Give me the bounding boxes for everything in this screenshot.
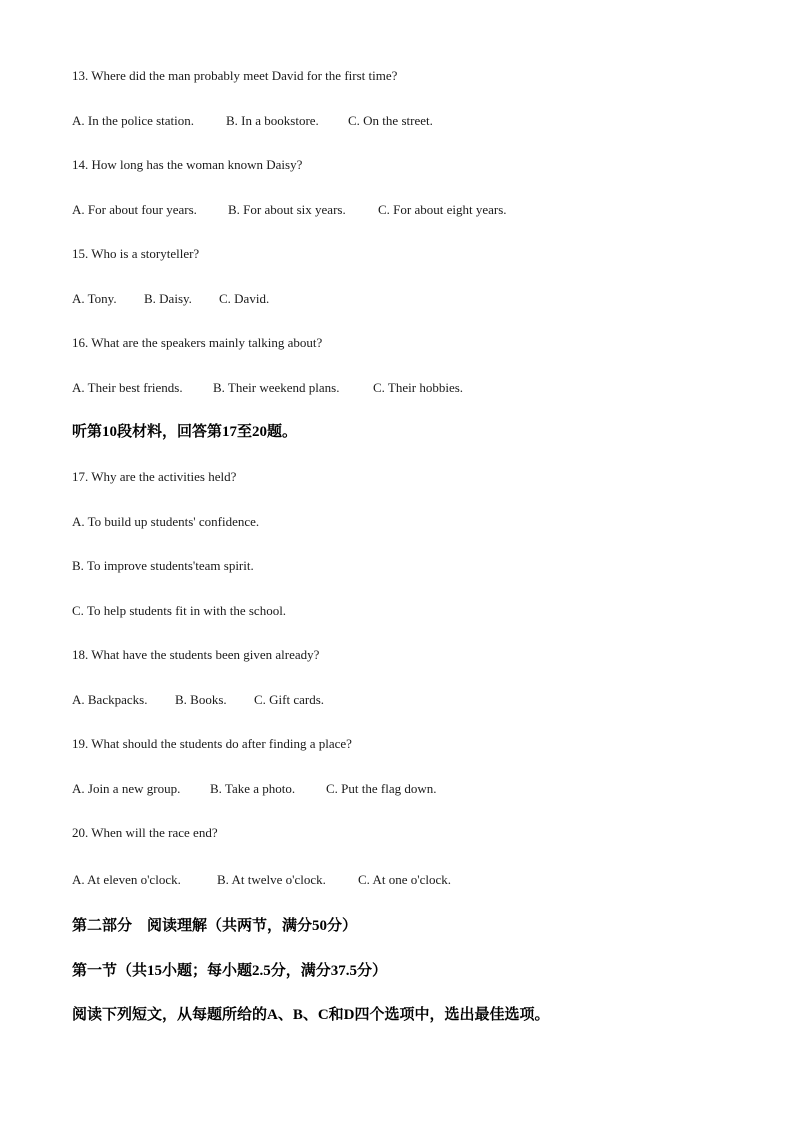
option-b: B. At twelve o'clock. bbox=[217, 872, 326, 887]
question-16: 16. What are the speakers mainly talking about? bbox=[72, 335, 323, 350]
question-14-options bbox=[72, 202, 507, 218]
option-b: B. For about six years. bbox=[228, 202, 346, 217]
option-c: C. For about eight years. bbox=[378, 202, 507, 217]
option-a: A. Their best friends. bbox=[72, 380, 183, 395]
question-17-option-c: C. To help students fit in with the school. bbox=[72, 603, 287, 618]
question-20: 20. When will the race end? bbox=[72, 825, 218, 840]
option-a: A. Tony. bbox=[72, 291, 117, 306]
question-13: 13. Where did the man probably meet David for the first time? bbox=[72, 68, 398, 83]
question-15: 15. Who is a storyteller? bbox=[72, 246, 200, 261]
option-a: A. At eleven o'clock. bbox=[72, 872, 181, 887]
option-c: C. On the street. bbox=[348, 113, 433, 128]
question-19: 19. What should the students do after finding a place? bbox=[72, 736, 352, 751]
option-a: A. Backpacks. bbox=[72, 692, 148, 707]
option-b: B. Their weekend plans. bbox=[213, 380, 340, 395]
option-b: B. Daisy. bbox=[144, 291, 192, 306]
option-b: B. Take a photo. bbox=[210, 781, 296, 796]
option-c: C. Their hobbies. bbox=[373, 380, 464, 395]
option-a: A. For about four years. bbox=[72, 202, 197, 217]
question-19-options bbox=[72, 781, 437, 797]
option-c: C. At one o'clock. bbox=[358, 872, 451, 887]
section-10-heading: 听第10段材料，回答第17至20题。 bbox=[72, 424, 298, 440]
question-20-options bbox=[72, 872, 451, 888]
option-a: A. Join a new group. bbox=[72, 781, 181, 796]
question-18-options bbox=[72, 692, 324, 708]
part-2-heading: 第二部分 阅读理解（共两节，满分50分） bbox=[72, 918, 358, 934]
question-13-options bbox=[72, 113, 433, 129]
option-a: A. In the police station. bbox=[72, 113, 195, 128]
question-17-option-b: B. To improve students'team spirit. bbox=[72, 558, 254, 573]
question-18: 18. What have the students been given already? bbox=[72, 647, 320, 662]
question-15-options bbox=[72, 291, 269, 307]
option-b: B. Books. bbox=[175, 692, 227, 707]
option-c: C. David. bbox=[219, 291, 270, 306]
option-c: C. Put the flag down. bbox=[326, 781, 437, 796]
question-17-option-a: A. To build up students' confidence. bbox=[72, 514, 260, 529]
question-14: 14. How long has the woman known Daisy? bbox=[72, 157, 303, 172]
question-17: 17. Why are the activities held? bbox=[72, 469, 237, 484]
instruction-text: 阅读下列短文，从每题所给的A、B、C和D四个选项中，选出最佳选项。 bbox=[72, 1007, 550, 1023]
option-b: B. In a bookstore. bbox=[226, 113, 319, 128]
question-16-options bbox=[72, 380, 463, 396]
section-1-heading: 第一节（共15小题；每小题2.5分，满分37.5分） bbox=[72, 963, 388, 979]
option-c: C. Gift cards. bbox=[254, 692, 325, 707]
